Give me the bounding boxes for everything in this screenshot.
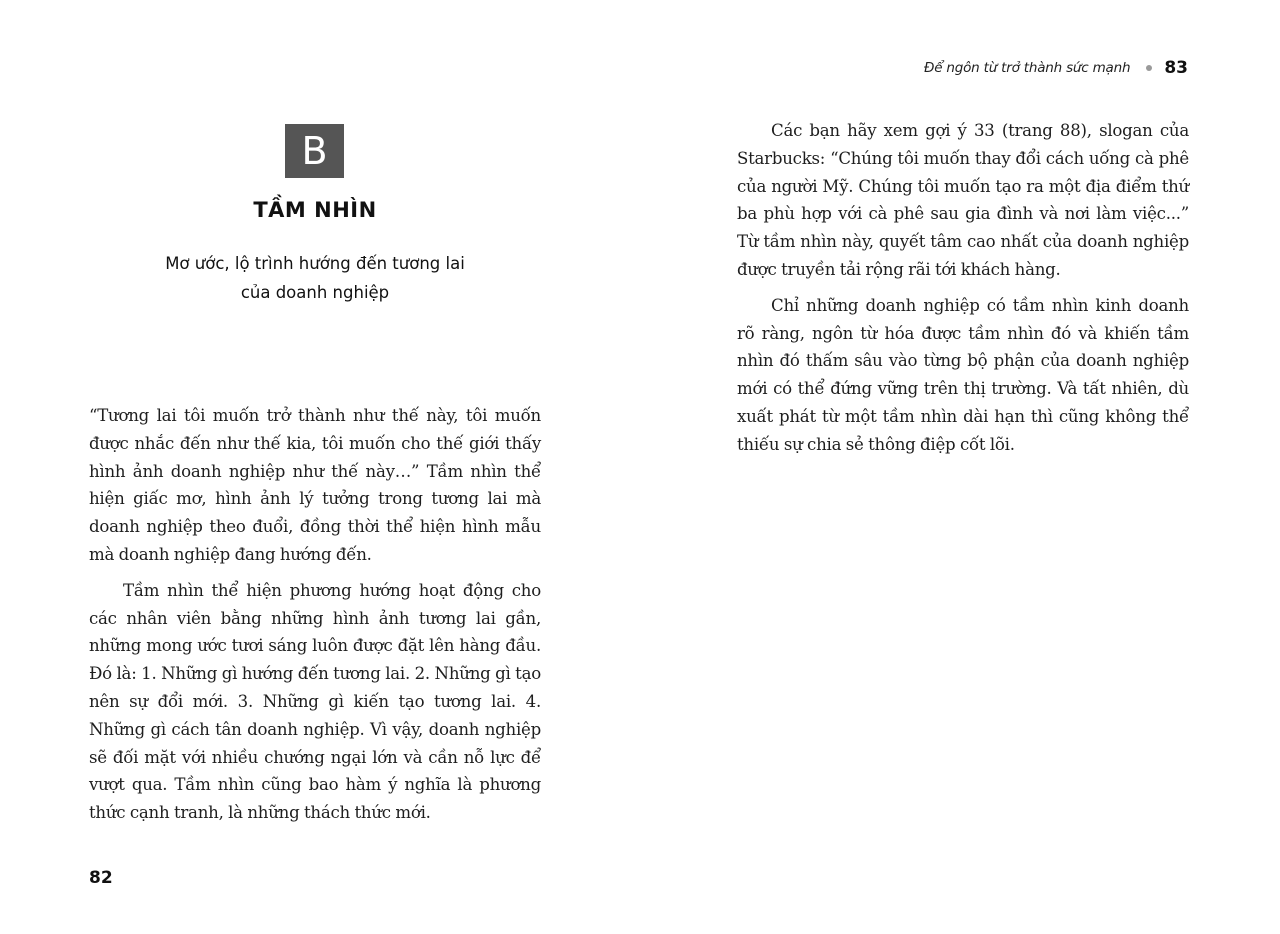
right-body-text	[737, 117, 1189, 467]
body-paragraph: “Tương lai tôi muốn trở thành như thế này, tôi muốn được nhắc đến như thế kia, tôi muốn cho thế giới thấy hình ảnh doanh nghiệp như thế này…” Tầm nhìn thể hiện giấc mơ, hình ảnh lý tưởng trong tương lai mà doanh nghiệp theo đuổi, đồng thời thể hiện hình mẫu mà doanh nghiệp đang hướng đến.	[89, 406, 541, 564]
body-paragraph: Chỉ những doanh nghiệp có tầm nhìn kinh doanh rõ ràng, ngôn từ hóa được tầm nhìn đó và khiến tầm nhìn đó thấm sâu vào từng bộ phận của doanh nghiệp mới có thể đứng vững trên thị trường. Và tất nhiên, dù xuất phát từ một tầm nhìn dài hạn thì cũng không thể thiếu sự chia sẻ thông điệp cốt lõi.	[737, 295, 1189, 454]
body-paragraph: Tầm nhìn thể hiện phương hướng hoạt động cho các nhân viên bằng những hình ảnh tương lai gần, những mong ước tươi sáng luôn được đặt lên hàng đầu. Đó là: 1. Những gì hướng đến tương lai. 2. Những gì tạo nên sự đổi mới. 3. Những gì kiến tạo tương lai. 4. Những gì cách tân doanh nghiệp. Vì vậy, doanh nghiệp sẽ đối mặt với nhiều chướng ngại lớn và cần nỗ lực để vượt qua. Tầm nhìn cũng bao hàm ý nghĩa là phương thức cạnh tranh, là những thách thức mới.	[89, 580, 541, 823]
section-subtitle-line: Mơ ước, lộ trình hướng đến tương lai	[165, 254, 465, 273]
running-title: Để ngôn từ trở thành sức mạnh	[923, 60, 1131, 76]
section-letter-badge: B	[285, 124, 344, 178]
page-number-right: 83	[1164, 58, 1188, 78]
running-header	[924, 58, 1188, 78]
section-title: TẦM NHÌN	[253, 198, 377, 222]
section-subtitle	[89, 249, 541, 307]
page-number-left: 82	[89, 868, 113, 888]
section-subtitle-line: của doanh nghiệp	[240, 283, 390, 302]
body-paragraph: Các bạn hãy xem gợi ý 33 (trang 88), slogan của Starbucks: “Chúng tôi muốn thay đổi cách uống cà phê của người Mỹ. Chúng tôi muốn tạo ra một địa điểm thứ ba phù hợp với cà phê sau gia đình và nơi làm việc...” Từ tầm nhìn này, quyết tâm cao nhất của doanh nghiệp được truyền tải rộng rãi tới khách hàng.	[737, 121, 1189, 279]
left-body-text	[89, 402, 541, 835]
bullet-dot-icon	[1146, 65, 1152, 71]
